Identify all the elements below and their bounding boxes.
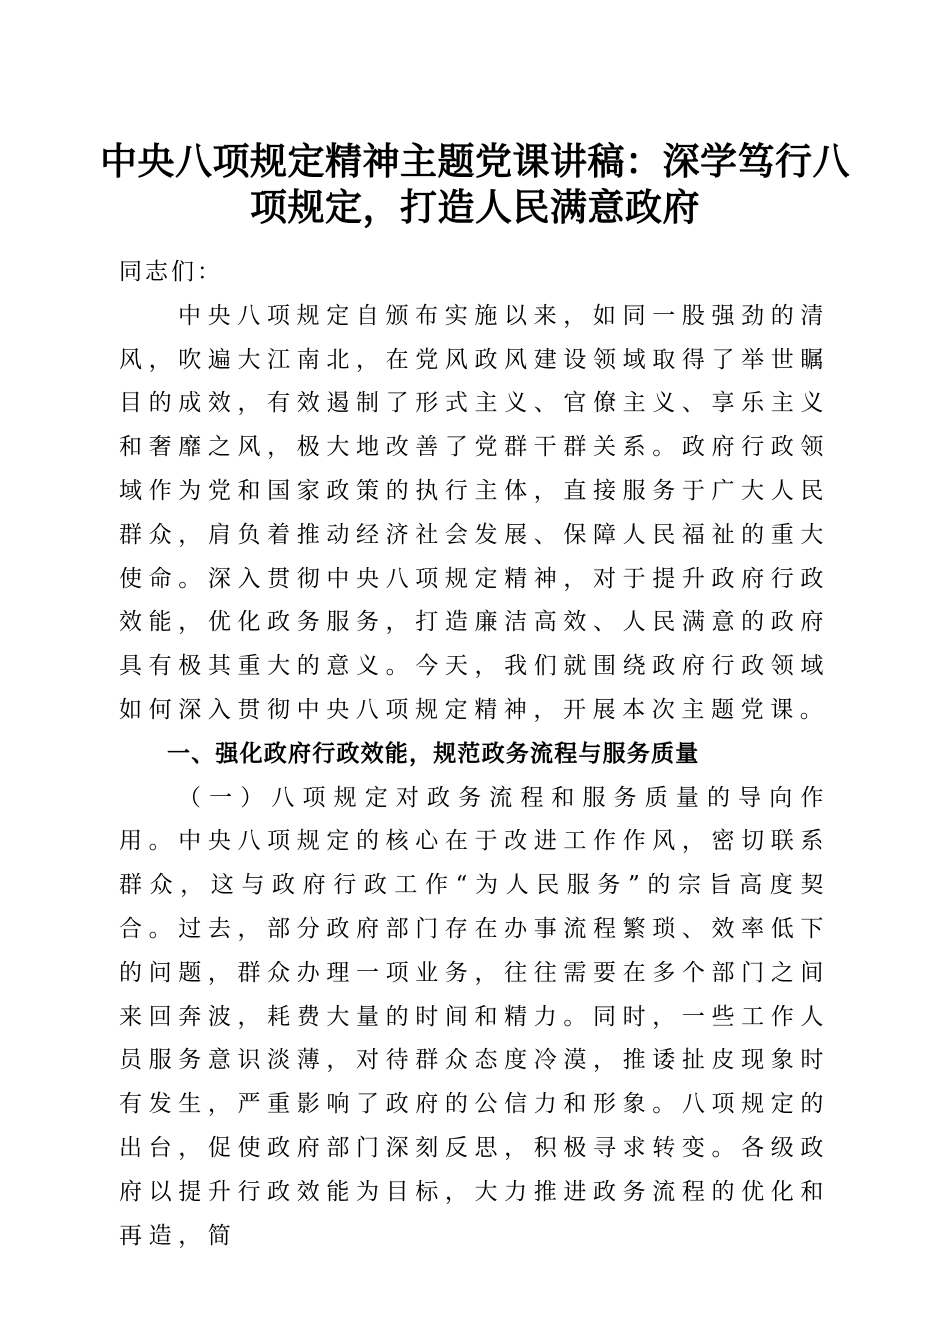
document-body xyxy=(119,251,830,1258)
document-title: 中央八项规定精神主题党课讲稿：深学笃行八项规定，打造人民满意政府 xyxy=(100,139,850,229)
section-1-1-paragraph: （一）八项规定对政务流程和服务质量的导向作用。中央八项规定的核心在于改进工作作风，密切联系群众，这与政府行政工作“为人民服务”的宗旨高度契合。过去，部分政府部门存在办事流程繁琐、效率低下的问题，群众办理一项业务，往往需要在多个部门之间来回奔波，耗费大量的时间和精力。同时，一些工作人员服务意识淡薄，对待群众态度冷漠，推诿扯皮现象时有发生，严重影响了政府的公信力和形象。八项规定的出台，促使政府部门深刻反思，积极寻求转变。各级政府以提升行政效能为目标，大力推进政务流程的优化和再造，简 xyxy=(119,784,830,1249)
intro-paragraph: 中央八项规定自颁布实施以来，如同一股强劲的清风，吹遍大江南北，在党风政风建设领域取得了举世瞩目的成效，有效遏制了形式主义、官僚主义、享乐主义和奢靡之风，极大地改善了党群干群关系。政府行政领域作为党和国家政策的执行主体，直接服务于广大人民群众，肩负着推动经济社会发展、保障人民福祉的重大使命。深入贯彻中央八项规定精神，对于提升政府行政效能，优化政务服务，打造廉洁高效、人民满意的政府具有极其重大的意义。今天，我们就围绕政府行政领域如何深入贯彻中央八项规定精神，开展本次主题党课。 xyxy=(119,302,830,723)
section-heading-1: 一、强化政府行政效能，规范政务流程与服务质量 xyxy=(167,740,700,767)
salutation: 同志们： xyxy=(119,259,223,285)
